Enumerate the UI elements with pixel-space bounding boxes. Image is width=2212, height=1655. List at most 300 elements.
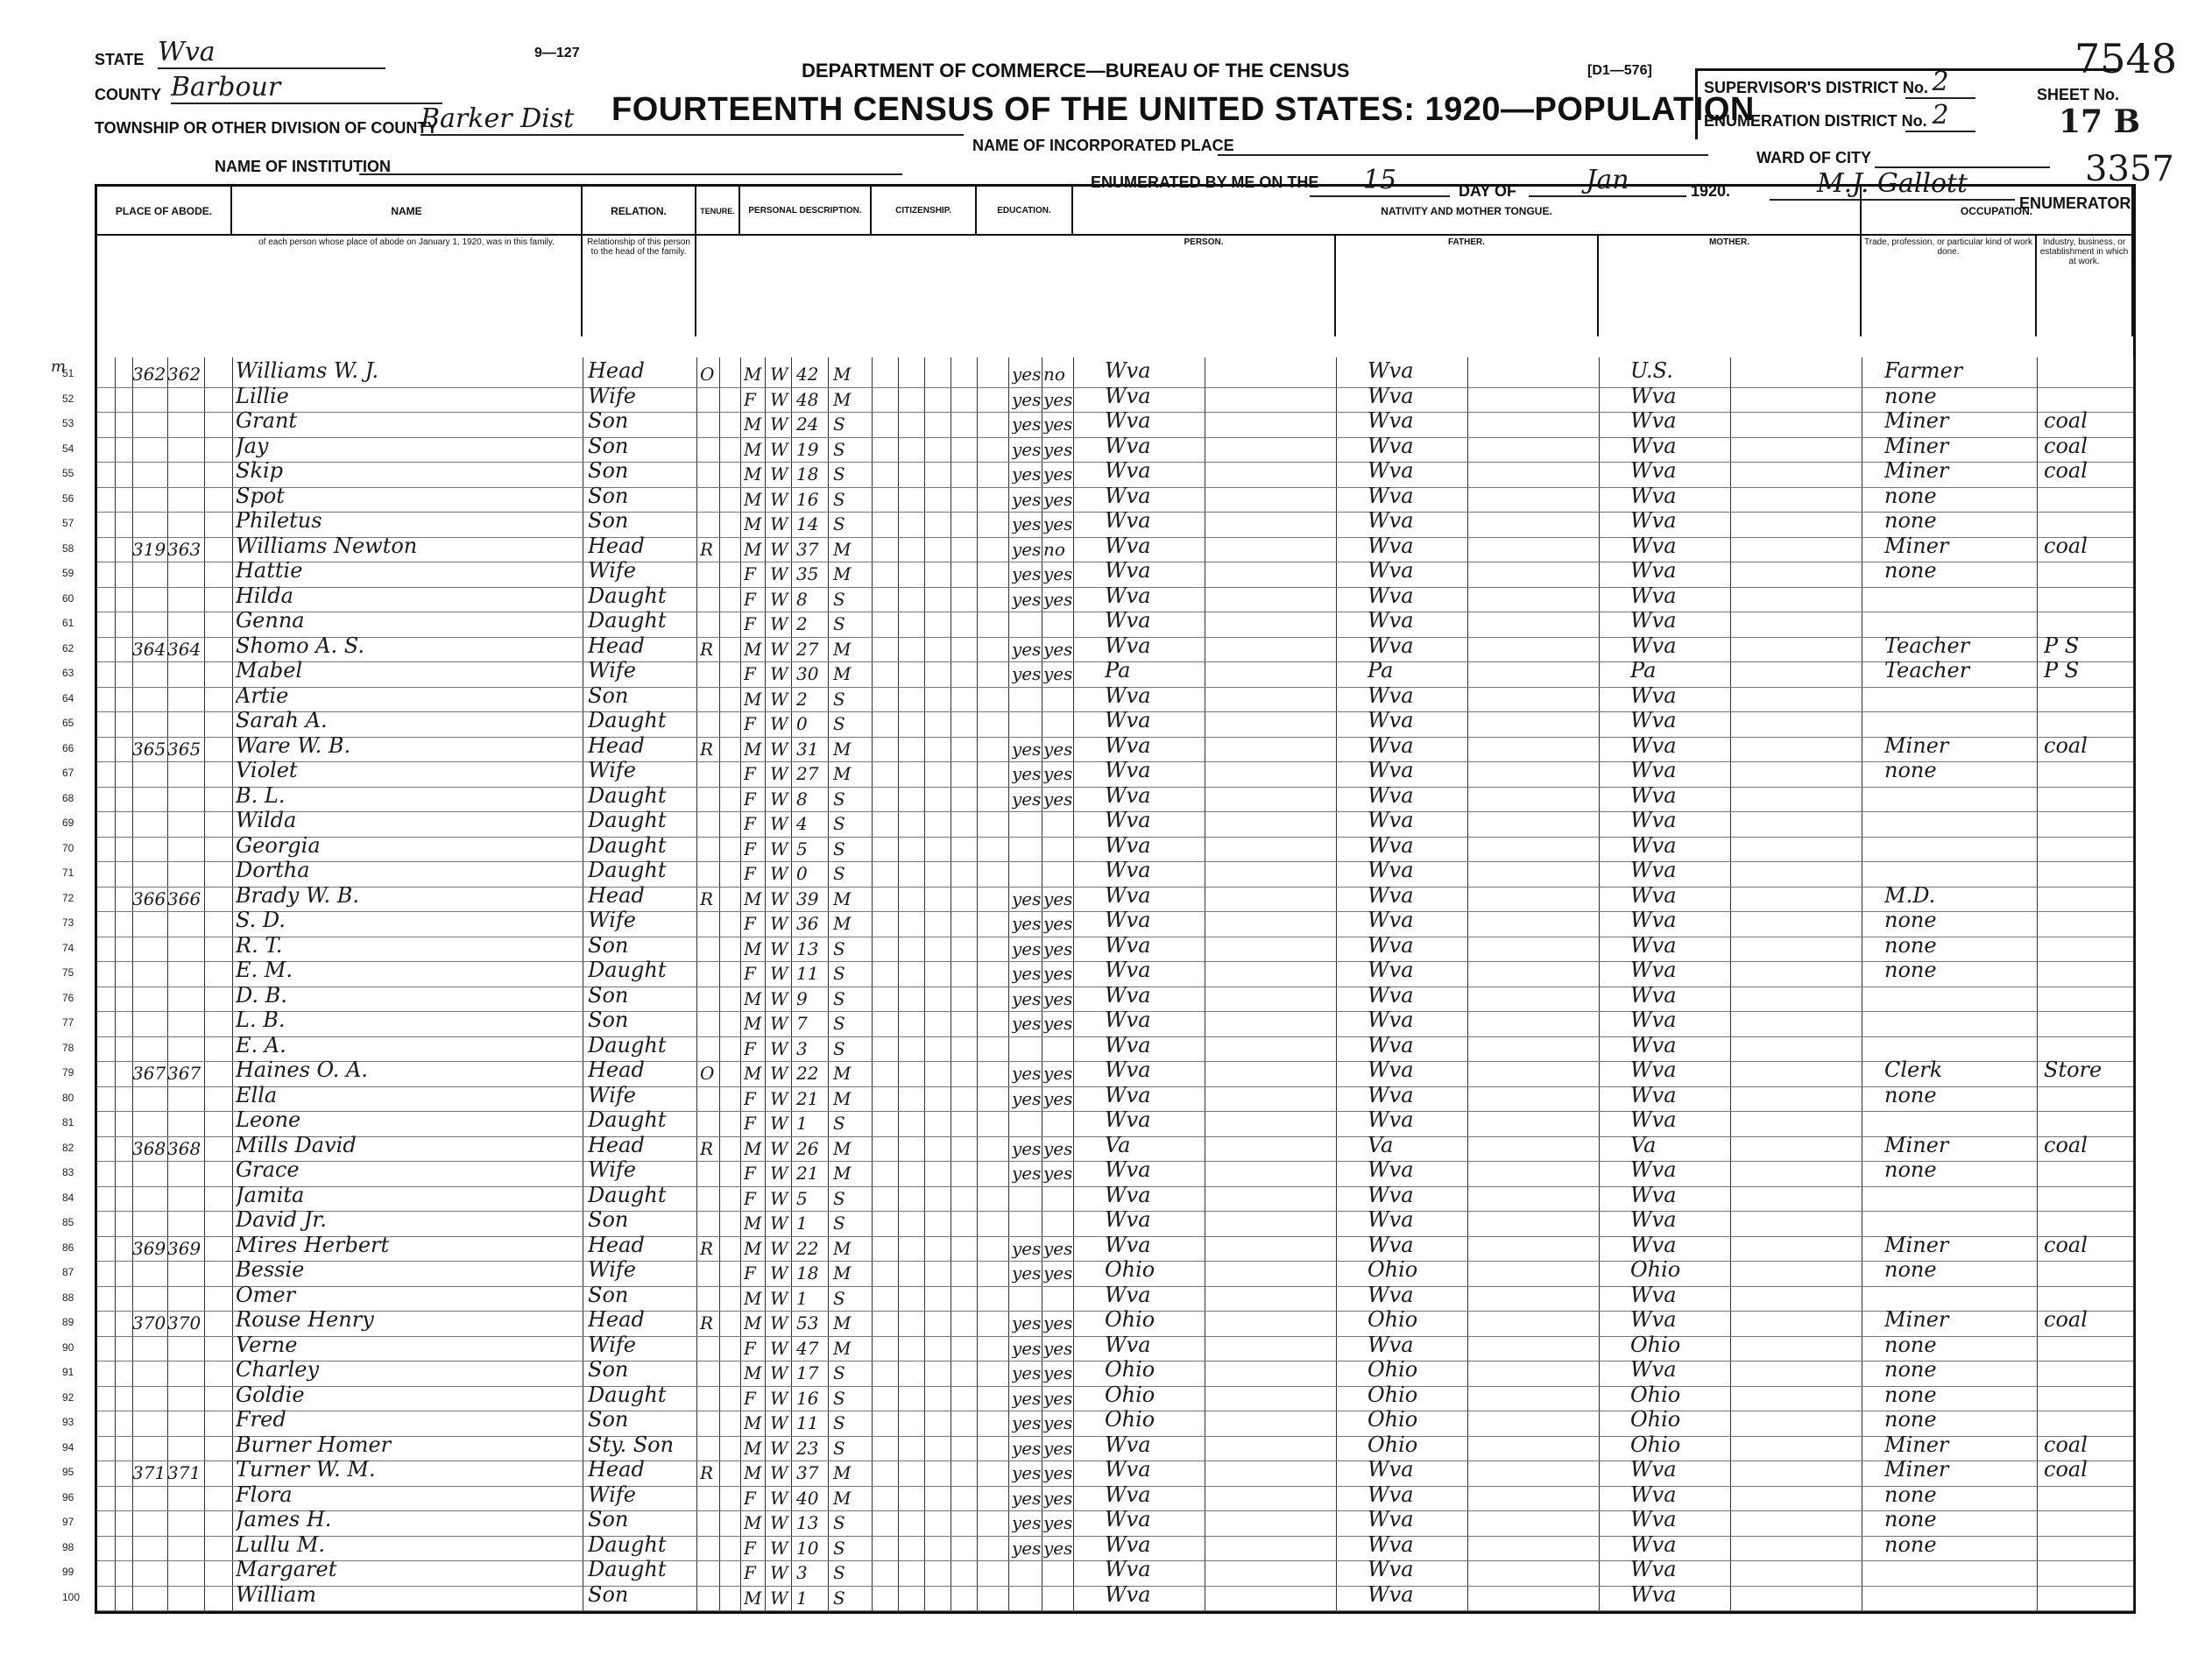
cell-name: Jamita xyxy=(236,1182,305,1207)
cell-sex: M xyxy=(744,1412,762,1433)
cell-write: yes xyxy=(1043,588,1073,610)
line-number: 81 xyxy=(62,1116,74,1128)
cell-occ: Miner xyxy=(1884,433,1949,458)
cell-occ: Miner xyxy=(1884,458,1949,483)
cell-ms: S xyxy=(833,863,845,884)
cell-write: yes xyxy=(1043,388,1073,410)
cell-pob: Wva xyxy=(1105,758,1151,782)
cell-age: 37 xyxy=(796,1462,819,1483)
cell-read: yes xyxy=(1012,488,1042,510)
cell-fam: 369 xyxy=(167,1237,201,1259)
sheet-value: 17 B xyxy=(2059,103,2141,140)
cell-mpob: Wva xyxy=(1630,908,1677,932)
cell-dw: 366 xyxy=(132,888,166,909)
cell-ind: coal xyxy=(2044,1307,2088,1332)
cell-occ: Miner xyxy=(1884,1132,1949,1157)
cell-rel: Daught xyxy=(588,708,667,732)
cell-ms: M xyxy=(833,538,852,560)
cell-read: yes xyxy=(1012,1063,1042,1084)
column-rule xyxy=(115,357,116,1611)
cell-race: W xyxy=(770,813,788,834)
form-code: [D1—576] xyxy=(1587,63,1652,78)
cell-name: Grant xyxy=(236,408,298,433)
cell-mpob: Wva xyxy=(1630,1057,1677,1082)
line-number: 95 xyxy=(62,1466,74,1478)
cell-pob: Wva xyxy=(1105,1531,1151,1557)
cell-rel: Son xyxy=(588,483,629,508)
cell-race: W xyxy=(770,364,788,385)
cell-age: 11 xyxy=(796,963,819,984)
cell-race: W xyxy=(770,588,788,610)
cell-write: yes xyxy=(1043,738,1073,760)
cell-race: W xyxy=(770,1587,788,1609)
cell-mpob: Wva xyxy=(1630,1157,1677,1182)
cell-occ: none xyxy=(1884,758,1937,782)
cell-write: yes xyxy=(1043,1063,1073,1084)
cell-age: 7 xyxy=(796,1013,808,1034)
line-number: 71 xyxy=(62,866,74,879)
cell-rel: Daught xyxy=(588,808,667,832)
cell-pob: Wva xyxy=(1105,1182,1151,1207)
cell-ms: S xyxy=(833,1412,845,1433)
line-number: 88 xyxy=(62,1291,74,1304)
cell-pob: Wva xyxy=(1105,508,1151,533)
cell-write: yes xyxy=(1043,913,1073,934)
column-rule xyxy=(2133,357,2134,1611)
cell-dw: 368 xyxy=(132,1137,166,1159)
cell-occ: none xyxy=(1884,483,1937,508)
cell-occ: Miner xyxy=(1884,1232,1949,1257)
cell-fpob: Ohio xyxy=(1367,1307,1418,1332)
cell-mpob: Wva xyxy=(1630,1282,1677,1307)
cell-pob: Ohio xyxy=(1105,1307,1155,1332)
cell-rel: Wife xyxy=(588,1482,637,1507)
cell-fam: 370 xyxy=(167,1312,201,1333)
cell-pob: Ohio xyxy=(1105,1382,1155,1407)
column-rule xyxy=(924,357,925,1611)
cell-rel: Son xyxy=(588,1008,629,1032)
cell-ms: M xyxy=(833,563,852,584)
cell-fpob: Wva xyxy=(1367,908,1414,932)
cell-fpob: Wva xyxy=(1367,1182,1414,1207)
cell-sex: F xyxy=(744,388,756,410)
cell-dw: 371 xyxy=(132,1462,166,1483)
cell-age: 36 xyxy=(796,913,819,934)
cell-mpob: Wva xyxy=(1630,858,1677,882)
cell-fpob: Wva xyxy=(1367,1207,1414,1232)
cell-read: yes xyxy=(1012,738,1042,760)
cell-mpob: Wva xyxy=(1630,782,1677,808)
column-rule xyxy=(1599,357,1600,1611)
cell-read: yes xyxy=(1012,1087,1042,1109)
cell-sex: F xyxy=(744,763,756,784)
cell-rel: Head xyxy=(588,358,645,383)
cell-rel: Sty. Son xyxy=(588,1432,675,1457)
cell-own: R xyxy=(700,1237,714,1259)
cell-race: W xyxy=(770,488,788,510)
cell-read: yes xyxy=(1012,1013,1042,1034)
cell-write: no xyxy=(1043,364,1065,385)
cell-mpob: Wva xyxy=(1630,483,1677,508)
cell-race: W xyxy=(770,1487,788,1509)
cell-sex: F xyxy=(744,813,756,834)
cell-pob: Wva xyxy=(1105,832,1151,858)
cell-pob: Wva xyxy=(1105,533,1151,558)
cell-fpob: Wva xyxy=(1367,533,1414,558)
cell-ms: S xyxy=(833,588,845,610)
cell-read: yes xyxy=(1012,1462,1042,1483)
cell-read: yes xyxy=(1012,638,1042,660)
cell-mpob: Wva xyxy=(1630,1507,1677,1531)
line-number: 54 xyxy=(62,442,74,455)
line-number: 68 xyxy=(62,791,74,804)
cell-ms: M xyxy=(833,638,852,660)
cell-name: Turner W. M. xyxy=(236,1457,376,1482)
cell-mpob: Wva xyxy=(1630,608,1677,633)
cell-mpob: Wva xyxy=(1630,708,1677,732)
cell-age: 48 xyxy=(796,388,819,410)
enumerated-label: ENUMERATED BY ME ON THE xyxy=(1091,173,1319,191)
cell-ms: M xyxy=(833,364,852,385)
cell-age: 1 xyxy=(796,1587,808,1609)
line-number: 66 xyxy=(62,741,74,754)
census-table xyxy=(62,184,2136,1614)
cell-age: 37 xyxy=(796,538,819,560)
line-number: 56 xyxy=(62,492,74,505)
cell-ms: S xyxy=(833,438,845,460)
cell-fpob: Wva xyxy=(1367,1008,1414,1032)
column-rule xyxy=(740,357,741,1611)
cell-pob: Wva xyxy=(1105,882,1151,908)
cell-name: Violet xyxy=(236,758,298,782)
cell-sex: M xyxy=(744,438,762,460)
cell-pob: Ohio xyxy=(1105,1257,1155,1282)
cell-name: Burner Homer xyxy=(236,1432,392,1457)
line-number: 94 xyxy=(62,1440,74,1453)
cell-race: W xyxy=(770,1213,788,1234)
cell-occ: none xyxy=(1884,558,1937,583)
group-tenure: TENURE. xyxy=(696,187,740,236)
cell-sex: F xyxy=(744,788,756,810)
cell-name: Grace xyxy=(236,1157,300,1182)
cell-race: W xyxy=(770,1187,788,1209)
cell-race: W xyxy=(770,763,788,784)
cell-mpob: Wva xyxy=(1630,1557,1677,1581)
cell-pob: Wva xyxy=(1105,1507,1151,1531)
cell-age: 53 xyxy=(796,1312,819,1333)
cell-pob: Wva xyxy=(1105,732,1151,758)
cell-write: yes xyxy=(1043,1387,1073,1409)
cell-sex: M xyxy=(744,1462,762,1483)
cell-fpob: Ohio xyxy=(1367,1357,1418,1382)
cell-ms: S xyxy=(833,463,845,484)
cell-sex: M xyxy=(744,1437,762,1459)
cell-ind: coal xyxy=(2044,1457,2088,1482)
cell-occ: Teacher xyxy=(1884,633,1970,658)
cell-own: R xyxy=(700,1137,714,1159)
cell-sex: M xyxy=(744,1587,762,1609)
cell-ind: P S xyxy=(2044,658,2080,683)
cell-write: yes xyxy=(1043,1437,1073,1459)
cell-mpob: Wva xyxy=(1630,1082,1677,1107)
cell-fpob: Ohio xyxy=(1367,1407,1418,1432)
cell-fpob: Wva xyxy=(1367,858,1414,882)
cell-pob: Wva xyxy=(1105,1432,1151,1457)
cell-occ: none xyxy=(1884,958,1937,982)
cell-ms: M xyxy=(833,1063,852,1084)
cell-pob: Wva xyxy=(1105,1332,1151,1357)
cell-fpob: Wva xyxy=(1367,758,1414,782)
cell-ms: M xyxy=(833,738,852,760)
day-of-label: DAY OF xyxy=(1459,182,1517,200)
cell-rel: Daught xyxy=(588,1382,667,1407)
cell-ind: coal xyxy=(2044,1232,2088,1257)
cell-occ: Clerk xyxy=(1884,1057,1943,1082)
line-number: 55 xyxy=(62,467,74,479)
cell-ms: M xyxy=(833,763,852,784)
cell-read: yes xyxy=(1012,1512,1042,1533)
cell-sex: F xyxy=(744,663,756,684)
cell-name: Jay xyxy=(236,433,269,458)
cell-pob: Wva xyxy=(1105,1282,1151,1307)
cell-sex: F xyxy=(744,838,756,859)
cell-age: 21 xyxy=(796,1087,819,1109)
cell-ms: M xyxy=(833,1262,852,1284)
cell-ms: S xyxy=(833,513,845,534)
line-number: 100 xyxy=(62,1590,81,1603)
cell-race: W xyxy=(770,1287,788,1309)
cell-mpob: Ohio xyxy=(1630,1432,1681,1457)
enumeration-year: 1920. xyxy=(1691,182,1731,200)
cell-rel: Son xyxy=(588,433,629,458)
cell-mpob: Wva xyxy=(1630,1581,1677,1607)
cell-rel: Daught xyxy=(588,1032,667,1057)
cell-name: Fred xyxy=(236,1407,286,1432)
cell-mpob: Wva xyxy=(1630,583,1677,608)
cell-occ: Miner xyxy=(1884,408,1949,433)
cell-race: W xyxy=(770,1437,788,1459)
cell-read: yes xyxy=(1012,1387,1042,1409)
cell-sex: F xyxy=(744,1262,756,1284)
cell-rel: Head xyxy=(588,1232,645,1257)
corner-stamp: 7548 xyxy=(2074,35,2178,82)
cell-write: yes xyxy=(1043,788,1073,810)
cell-fpob: Ohio xyxy=(1367,1257,1418,1282)
cell-fpob: Va xyxy=(1367,1132,1394,1157)
cell-mpob: Ohio xyxy=(1630,1257,1681,1282)
cell-rel: Wife xyxy=(588,558,637,583)
cell-fpob: Wva xyxy=(1367,1082,1414,1107)
cell-age: 11 xyxy=(796,1412,819,1433)
cell-occ: Miner xyxy=(1884,1432,1949,1457)
cell-read: yes xyxy=(1012,963,1042,984)
cell-pob: Wva xyxy=(1105,1581,1151,1607)
cell-sex: M xyxy=(744,463,762,484)
cell-mpob: Wva xyxy=(1630,683,1677,708)
cell-pob: Wva xyxy=(1105,583,1151,608)
cell-ind: coal xyxy=(2044,1432,2088,1457)
line-number: 79 xyxy=(62,1066,74,1079)
cell-name: David Jr. xyxy=(236,1207,327,1232)
column-rule xyxy=(1073,357,1074,1611)
cell-name: Dortha xyxy=(236,858,310,882)
cell-race: W xyxy=(770,838,788,859)
relation-column-header: Relationship of this person to the head of the family. xyxy=(583,236,696,336)
cell-mpob: Wva xyxy=(1630,383,1677,408)
incorporated-place-label: NAME OF INCORPORATED PLACE xyxy=(972,137,1234,154)
cell-ms: M xyxy=(833,663,852,684)
institution-line xyxy=(359,173,902,175)
line-number: 53 xyxy=(62,417,74,429)
cell-fpob: Wva xyxy=(1367,1332,1414,1357)
cell-sex: M xyxy=(744,1287,762,1309)
cell-fpob: Wva xyxy=(1367,458,1414,483)
cell-fpob: Wva xyxy=(1367,1157,1414,1182)
line-number: 73 xyxy=(62,916,74,929)
cell-race: W xyxy=(770,663,788,684)
cell-name: L. B. xyxy=(236,1008,286,1032)
column-rule xyxy=(204,357,205,1611)
cell-fpob: Wva xyxy=(1367,358,1414,383)
cell-occ: none xyxy=(1884,1507,1937,1531)
cell-age: 5 xyxy=(796,838,808,859)
cell-mpob: Wva xyxy=(1630,932,1677,958)
institution-label: NAME OF INSTITUTION xyxy=(215,158,391,175)
cell-read: yes xyxy=(1012,463,1042,484)
cell-write: yes xyxy=(1043,1362,1073,1383)
cell-sex: M xyxy=(744,1137,762,1159)
enumeration-month: Jan xyxy=(1529,165,1686,197)
cell-name: E. A. xyxy=(236,1032,286,1057)
line-number: 75 xyxy=(62,966,74,979)
cell-read: yes xyxy=(1012,763,1042,784)
cell-sex: F xyxy=(744,713,756,734)
group-name: NAME xyxy=(232,187,583,236)
cell-read: yes xyxy=(1012,1337,1042,1359)
cell-sex: M xyxy=(744,1213,762,1234)
cell-write: yes xyxy=(1043,1137,1073,1159)
cell-dw: 364 xyxy=(132,638,166,660)
cell-write: yes xyxy=(1043,1412,1073,1433)
cell-read: yes xyxy=(1012,563,1042,584)
cell-write: yes xyxy=(1043,1537,1073,1559)
line-number: 82 xyxy=(62,1141,74,1154)
group-citizenship: CITIZENSHIP. xyxy=(872,187,977,236)
cell-pob: Wva xyxy=(1105,633,1151,658)
cell-own: R xyxy=(700,1462,714,1483)
cell-ms: M xyxy=(833,1487,852,1509)
cell-rel: Wife xyxy=(588,908,637,932)
cell-pob: Wva xyxy=(1105,1557,1151,1581)
cell-sex: M xyxy=(744,414,762,435)
cell-sex: M xyxy=(744,513,762,534)
cell-race: W xyxy=(770,638,788,660)
cell-age: 0 xyxy=(796,713,808,734)
cell-ms: S xyxy=(833,1537,845,1559)
line-number: 78 xyxy=(62,1041,74,1054)
cell-rel: Wife xyxy=(588,1332,637,1357)
cell-pob: Wva xyxy=(1105,1107,1151,1132)
cell-race: W xyxy=(770,1312,788,1333)
cell-ms: S xyxy=(833,713,845,734)
cell-name: D. B. xyxy=(236,982,287,1008)
cell-pob: Wva xyxy=(1105,558,1151,583)
cell-ms: M xyxy=(833,1137,852,1159)
cell-ms: S xyxy=(833,1037,845,1059)
cell-sex: M xyxy=(744,738,762,760)
cell-pob: Wva xyxy=(1105,708,1151,732)
cell-fam: 365 xyxy=(167,738,201,760)
department-heading: DEPARTMENT OF COMMERCE—BUREAU OF THE CENSUS xyxy=(802,60,1350,81)
cell-name: Williams Newton xyxy=(236,533,418,558)
cell-write: yes xyxy=(1043,1262,1073,1284)
cell-sex: F xyxy=(744,613,756,634)
cell-mpob: Wva xyxy=(1630,1008,1677,1032)
cell-mpob: Wva xyxy=(1630,982,1677,1008)
cell-rel: Son xyxy=(588,1507,629,1531)
cell-sex: M xyxy=(744,538,762,560)
cell-mpob: Pa xyxy=(1630,658,1657,683)
cell-pob: Wva xyxy=(1105,982,1151,1008)
cell-ms: M xyxy=(833,1237,852,1259)
cell-name: Hattie xyxy=(236,558,303,583)
cell-pob: Wva xyxy=(1105,1157,1151,1182)
cell-sex: F xyxy=(744,1187,756,1209)
group-education: EDUCATION. xyxy=(977,187,1073,236)
cell-fpob: Wva xyxy=(1367,1581,1414,1607)
cell-ind: coal xyxy=(2044,732,2088,758)
line-number: 57 xyxy=(62,517,74,529)
cell-rel: Son xyxy=(588,1407,629,1432)
cell-fpob: Wva xyxy=(1367,1482,1414,1507)
cell-sex: F xyxy=(744,588,756,610)
cell-age: 24 xyxy=(796,414,819,435)
cell-sex: M xyxy=(744,688,762,710)
form-number: 9—127 xyxy=(534,46,580,60)
cell-name: Mills David xyxy=(236,1132,357,1157)
cell-fpob: Ohio xyxy=(1367,1432,1418,1457)
cell-pob: Wva xyxy=(1105,1082,1151,1107)
cell-occ: none xyxy=(1884,1332,1937,1357)
cell-fpob: Wva xyxy=(1367,982,1414,1008)
cell-mpob: Wva xyxy=(1630,758,1677,782)
cell-ms: S xyxy=(833,1287,845,1309)
cell-rel: Wife xyxy=(588,383,637,408)
cell-pob: Wva xyxy=(1105,958,1151,982)
cell-rel: Son xyxy=(588,408,629,433)
cell-age: 10 xyxy=(796,1537,819,1559)
cell-own: R xyxy=(700,638,714,660)
cell-occ: none xyxy=(1884,1531,1937,1557)
corner-stamp-secondary: 3357 xyxy=(2085,149,2174,189)
cell-age: 21 xyxy=(796,1163,819,1184)
enumerator-signature: M.J. Gallott xyxy=(1770,168,2015,201)
cell-fam: 362 xyxy=(167,364,201,385)
cell-read: yes xyxy=(1012,1537,1042,1559)
cell-rel: Head xyxy=(588,1307,645,1332)
cell-age: 4 xyxy=(796,813,808,834)
cell-age: 17 xyxy=(796,1362,819,1383)
cell-age: 27 xyxy=(796,638,819,660)
cell-write: yes xyxy=(1043,763,1073,784)
cell-pob: Pa xyxy=(1105,658,1131,683)
cell-fpob: Wva xyxy=(1367,1531,1414,1557)
cell-fpob: Wva xyxy=(1367,433,1414,458)
cell-age: 8 xyxy=(796,588,808,610)
cell-age: 26 xyxy=(796,1137,819,1159)
cell-occ: Miner xyxy=(1884,1457,1949,1482)
cell-name: Brady W. B. xyxy=(236,882,359,908)
